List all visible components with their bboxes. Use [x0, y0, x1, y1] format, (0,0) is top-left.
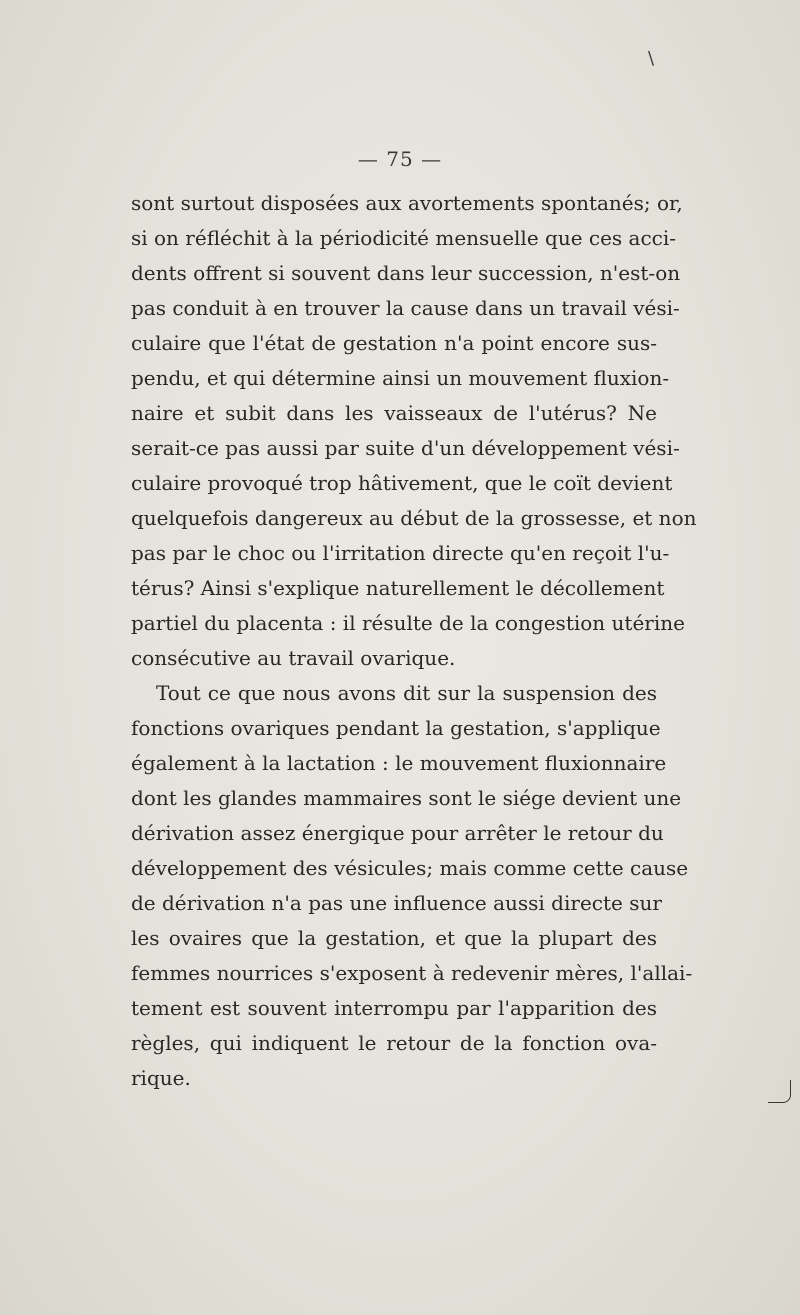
text-line: culaire que l'état de gestation n'a point encore sus- — [131, 331, 657, 355]
text-line: si on réfléchit à la périodicité mensuelle que ces acci- — [131, 226, 677, 250]
text-line: développement des vésicules; mais comme cette cause — [131, 856, 689, 880]
text-line: dont les glandes mammaires sont le siége devient une — [131, 786, 682, 810]
text-line: térus? Ainsi s'explique naturellement le décollement — [131, 576, 665, 600]
text-line: dents offrent si souvent dans leur succession, n'est-on — [131, 261, 681, 285]
page-number: — 75 — — [357, 147, 443, 171]
text-line: partiel du placenta : il résulte de la congestion utérine — [131, 611, 685, 635]
text-line: serait-ce pas aussi par suite d'un développement vési- — [131, 436, 680, 460]
text-line: dérivation assez énergique pour arrêter le retour du — [131, 821, 664, 845]
text-line: femmes nourrices s'exposent à redevenir mères, l'allai- — [131, 961, 693, 985]
text-line: consécutive au travail ovarique. — [131, 646, 456, 670]
text-line: également à la lactation : le mouvement fluxionnaire — [131, 751, 667, 775]
text-line: les ovaires que la gestation, et que la plupart des — [131, 926, 657, 950]
text-line: quelquefois dangereux au début de la grossesse, et non — [131, 506, 697, 530]
paragraph-2 — [131, 676, 693, 1096]
margin-mark — [768, 1080, 791, 1103]
text-line: naire et subit dans les vaisseaux de l'utérus? Ne — [131, 401, 657, 425]
text-line: fonctions ovariques pendant la gestation, s'applique — [131, 716, 661, 740]
body-text — [131, 186, 697, 1096]
text-line: culaire provoqué trop hâtivement, que le coït devient — [131, 471, 673, 495]
text-line: règles, qui indiquent le retour de la fonction ova- — [131, 1031, 657, 1055]
text-line: Tout ce que nous avons dit sur la suspension des — [156, 681, 657, 705]
text-line: pas par le choc ou l'irritation directe qu'en reçoit l'u- — [131, 541, 670, 565]
text-line: tement est souvent interrompu par l'apparition des — [131, 996, 657, 1020]
text-line: rique. — [131, 1066, 191, 1090]
text-line: sont surtout disposées aux avortements spontanés; or, — [131, 191, 683, 215]
text-line: pas conduit à en trouver la cause dans un travail vési- — [131, 296, 680, 320]
text-line: pendu, et qui détermine ainsi un mouvement fluxion- — [131, 366, 670, 390]
paragraph-1 — [131, 186, 697, 676]
text-line: de dérivation n'a pas une influence aussi directe sur — [131, 891, 662, 915]
margin-mark: \ — [648, 48, 655, 69]
